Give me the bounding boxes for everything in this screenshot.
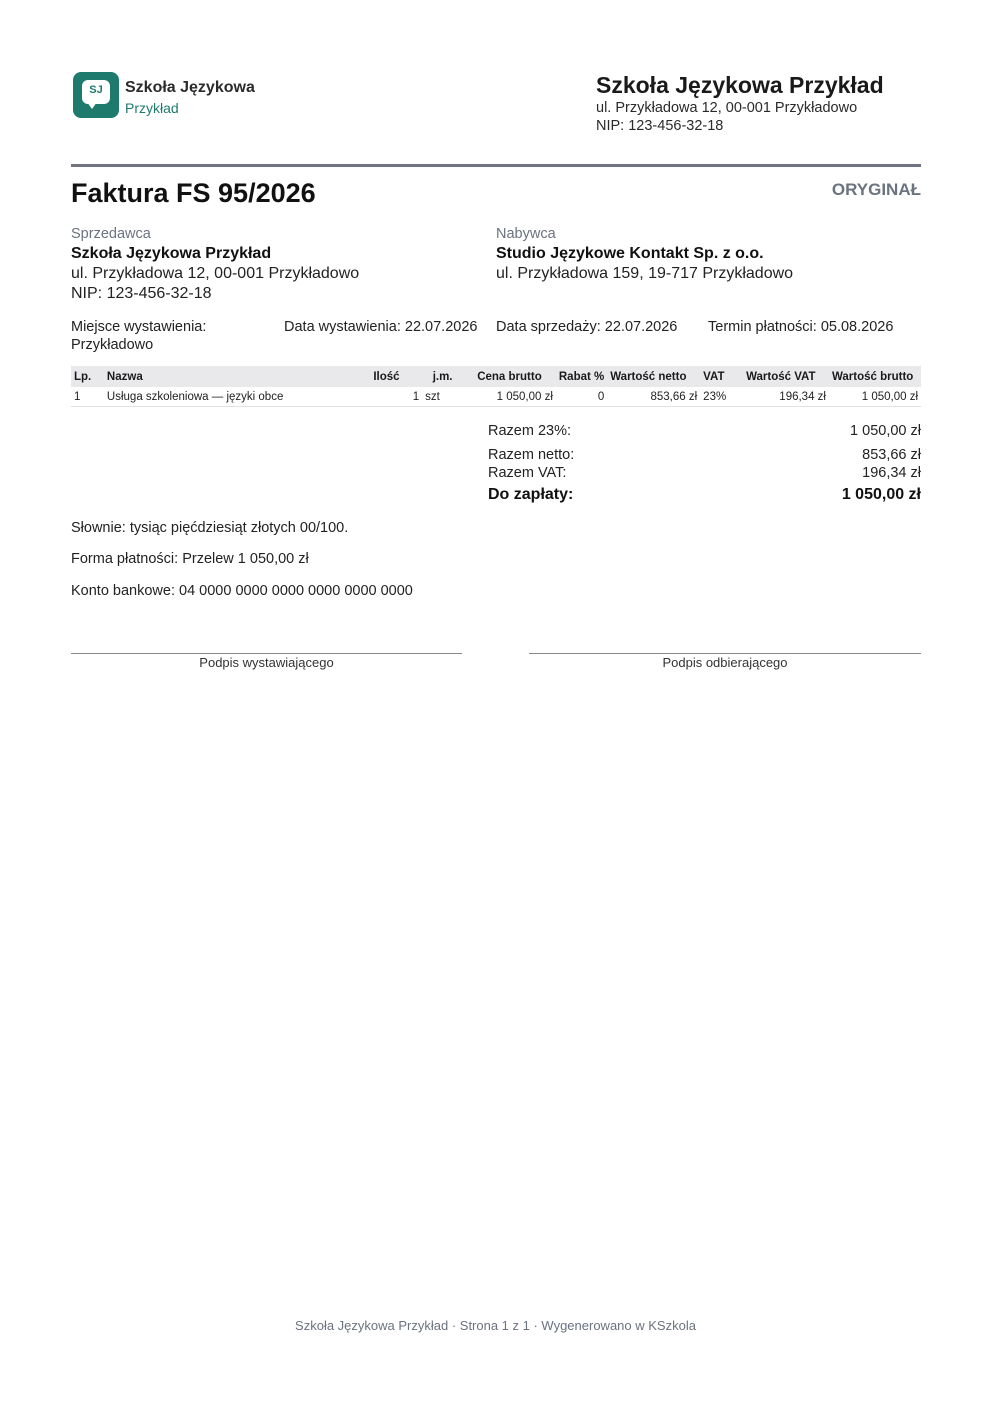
sale-date: Data sprzedaży: 22.07.2026 <box>496 319 678 335</box>
page-footer: Szkoła Językowa Przykład · Strona 1 z 1 · Wygenerowano w KSzkola <box>295 1318 696 1333</box>
issue-place-label: Miejsce wystawienia: <box>71 319 207 335</box>
total-vat-label: Razem VAT: <box>488 465 567 481</box>
cell-qty: 1 <box>370 387 422 407</box>
buyer-label: Nabywca <box>496 226 556 242</box>
seller-address: ul. Przykładowa 12, 00-001 Przykładowo <box>71 265 360 282</box>
cell-net-value: 853,66 zł <box>607 387 700 407</box>
header-divider <box>71 164 921 167</box>
items-table <box>71 366 921 407</box>
issuer-signature-line <box>71 653 462 654</box>
payment-method: Forma płatności: Przelew 1 050,00 zł <box>71 551 309 567</box>
logo-initials: SJ <box>89 84 103 96</box>
cell-gross-price: 1 050,00 zł <box>463 387 556 407</box>
table-row <box>71 387 921 407</box>
col-header-discount: Rabat % <box>556 366 607 387</box>
copy-label: ORYGINAŁ <box>831 180 921 199</box>
due-date: Termin płatności: 05.08.2026 <box>708 319 894 335</box>
header-company-name: Szkoła Językowa Przykład <box>596 72 884 98</box>
col-header-vat-value: Wartość VAT <box>743 366 829 387</box>
logo-subname: Przykład <box>125 100 179 116</box>
logo-icon <box>73 72 119 118</box>
col-header-gross-value: Wartość brutto <box>829 366 921 387</box>
total-vat-value: 196,34 zł <box>862 465 921 481</box>
buyer-address: ul. Przykładowa 159, 19-717 Przykładowo <box>496 265 794 282</box>
col-header-net-value: Wartość netto <box>607 366 700 387</box>
col-header-unit: j.m. <box>422 366 463 387</box>
seller-name: Szkoła Językowa Przykład <box>71 245 272 262</box>
col-header-qty: Ilość <box>370 366 422 387</box>
cell-discount: 0 <box>556 387 607 407</box>
col-header-gross-price: Cena brutto <box>463 366 556 387</box>
total-net-label: Razem netto: <box>488 447 575 463</box>
amount-due-value: 1 050,00 zł <box>841 486 921 503</box>
receiver-signature-label: Podpis odbierającego <box>662 655 788 670</box>
issue-place-value: Przykładowo <box>71 337 154 353</box>
total-net-value: 853,66 zł <box>862 447 921 463</box>
receiver-signature-line <box>529 653 921 654</box>
col-header-lp: Lp. <box>71 366 104 387</box>
col-header-vat: VAT <box>700 366 743 387</box>
table-header-row <box>71 366 921 387</box>
total-rate-value: 1 050,00 zł <box>850 423 921 439</box>
issue-place <box>71 318 206 354</box>
col-header-name: Nazwa <box>104 366 370 387</box>
total-rate-label: Razem 23%: <box>488 423 572 439</box>
issuer-signature-label: Podpis wystawiającego <box>199 655 334 670</box>
buyer-name: Studio Językowe Kontakt Sp. z o.o. <box>496 245 764 262</box>
seller-nip: NIP: 123-456-32-18 <box>71 285 212 302</box>
bank-account: Konto bankowe: 04 0000 0000 0000 0000 0000 0000 <box>71 583 413 599</box>
logo-name: Szkoła Językowa <box>125 79 255 96</box>
cell-vat: 23% <box>700 387 743 407</box>
cell-vat-value: 196,34 zł <box>743 387 829 407</box>
amount-due-label: Do zapłaty: <box>488 486 574 503</box>
header-company-address: ul. Przykładowa 12, 00-001 Przykładowo <box>596 100 858 116</box>
invoice-title: Faktura FS 95/2026 <box>71 178 316 208</box>
header-company-nip: NIP: 123-456-32-18 <box>596 118 724 134</box>
cell-lp: 1 <box>71 387 104 407</box>
cell-name: Usługa szkoleniowa — języki obce <box>104 387 370 407</box>
seller-label: Sprzedawca <box>71 226 151 242</box>
amount-in-words: Słownie: tysiąc pięćdziesiąt złotych 00/100. <box>71 520 349 536</box>
cell-gross-value: 1 050,00 zł <box>829 387 921 407</box>
issue-date: Data wystawienia: 22.07.2026 <box>284 319 478 335</box>
cell-unit: szt <box>422 387 463 407</box>
